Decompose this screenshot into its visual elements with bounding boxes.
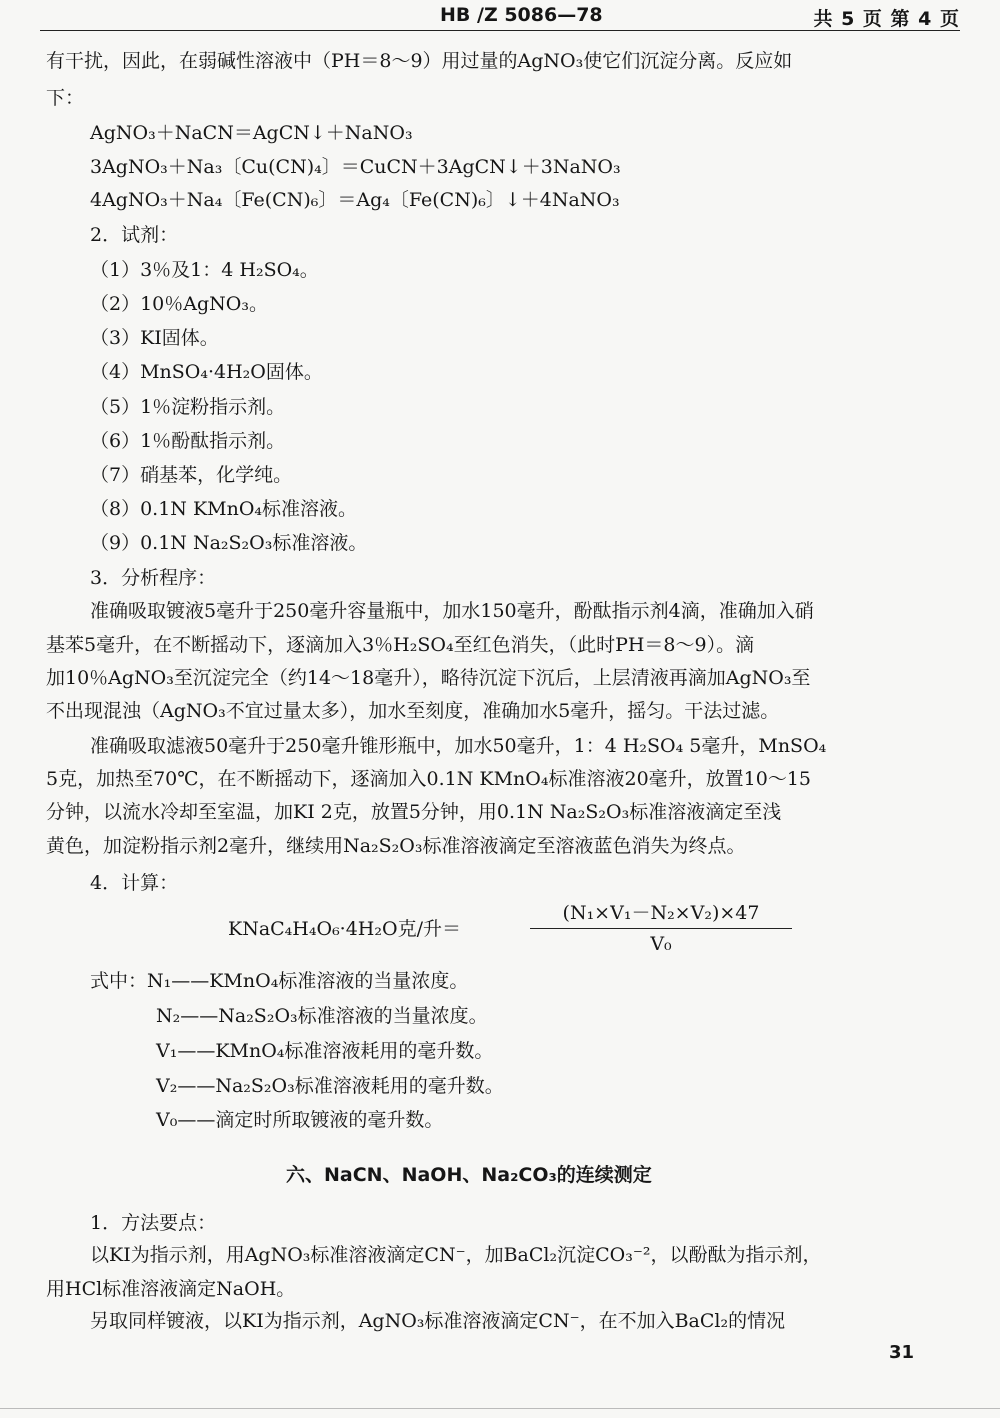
page-number: 31 bbox=[888, 1342, 914, 1363]
formula-numerator: (N₁×V₁－N₂×V₂)×47 bbox=[562, 902, 760, 924]
variable-definition: V₁——KMnO₄标准溶液耗用的毫升数。 bbox=[156, 1040, 494, 1062]
paragraph-line: 不出现混浊（AgNO₃不宜过量太多），加水至刻度，准确加水5毫升，摇匀。干法过滤。 bbox=[46, 700, 780, 722]
paragraph-line: 以KI为指示剂，用AgNO₃标准溶液滴定CN⁻，加BaCl₂沉淀CO₃⁻²，以酚酞为指示剂， bbox=[90, 1244, 822, 1266]
variable-definition: V₀——滴定时所取镀液的毫升数。 bbox=[156, 1109, 444, 1131]
paragraph-line: 5克，加热至70℃，在不断摇动下，逐滴加入0.1N KMnO₄标准溶液20毫升，放置10～15 bbox=[46, 768, 812, 790]
reagent-item: （9）0.1N Na₂S₂O₃标准溶液。 bbox=[90, 532, 368, 554]
equation-3: 4AgNO₃＋Na₄〔Fe(CN)₆〕＝Ag₄〔Fe(CN)₆〕↓＋4NaNO₃ bbox=[90, 189, 620, 211]
paragraph-line: 另取同样镀液，以KI为指示剂，AgNO₃标准溶液滴定CN⁻，在不加入BaCl₂的情况 bbox=[90, 1310, 786, 1332]
page-header bbox=[40, 4, 960, 30]
variable-definition: V₂——Na₂S₂O₃标准溶液耗用的毫升数。 bbox=[156, 1075, 504, 1097]
reagent-item: （1）3％及1：4 H₂SO₄。 bbox=[90, 259, 319, 281]
reagent-item: （5）1％淀粉指示剂。 bbox=[90, 396, 286, 418]
section-title: 六、NaCN、NaOH、Na₂CO₃的连续测定 bbox=[286, 1164, 652, 1186]
reagent-item: （3）KI固体。 bbox=[90, 327, 219, 349]
section-heading: 2．试剂： bbox=[90, 224, 179, 246]
reagent-item: （2）10％AgNO₃。 bbox=[90, 293, 268, 315]
reagent-item: （6）1％酚酞指示剂。 bbox=[90, 430, 286, 452]
equation-2: 3AgNO₃＋Na₃〔Cu(CN)₄〕＝CuCN＋3AgCN↓＋3NaNO₃ bbox=[90, 156, 621, 178]
page-bottom-edge bbox=[0, 1408, 1000, 1409]
variable-definition: 式中：N₁——KMnO₄标准溶液的当量浓度。 bbox=[90, 970, 469, 992]
text-line: 有干扰，因此，在弱碱性溶液中（PH＝8～9）用过量的AgNO₃使它们沉淀分离。反应如 bbox=[46, 50, 793, 72]
section-heading: 3．分析程序： bbox=[90, 567, 217, 589]
variable-definition: N₂——Na₂S₂O₃标准溶液的当量浓度。 bbox=[156, 1005, 488, 1027]
paragraph-line: 基苯5毫升，在不断摇动下，逐滴加入3％H₂SO₄至红色消失，（此时PH＝8～9）。滴 bbox=[46, 634, 755, 656]
standard-code: HB /Z 5086—78 bbox=[440, 4, 603, 26]
reagent-item: （7）硝基苯，化学纯。 bbox=[90, 464, 293, 486]
formula-fraction bbox=[530, 900, 792, 957]
header-rule bbox=[40, 30, 960, 31]
formula-denominator: V₀ bbox=[650, 933, 672, 955]
paragraph-line: 用HCl标准溶液滴定NaOH。 bbox=[46, 1278, 296, 1300]
paragraph-line: 准确吸取滤液50毫升于250毫升锥形瓶中，加水50毫升，1：4 H₂SO₄ 5毫升，MnSO₄ bbox=[90, 735, 827, 757]
paragraph-line: 黄色，加淀粉指示剂2毫升，继续用Na₂S₂O₃标准溶液滴定至溶液蓝色消失为终点。 bbox=[46, 835, 746, 857]
reagent-item: （8）0.1N KMnO₄标准溶液。 bbox=[90, 498, 358, 520]
paragraph-line: 分钟，以流水冷却至室温，加KI 2克，放置5分钟，用0.1N Na₂S₂O₃标准溶液滴定至浅 bbox=[46, 801, 782, 823]
equation-1: AgNO₃＋NaCN＝AgCN↓＋NaNO₃ bbox=[90, 122, 413, 144]
fraction-bar bbox=[530, 928, 792, 929]
section-heading: 1．方法要点： bbox=[90, 1212, 217, 1234]
reagent-item: （4）MnSO₄·4H₂O固体。 bbox=[90, 361, 323, 383]
formula-lhs: KNaC₄H₄O₆·4H₂O克/升＝ bbox=[228, 918, 461, 940]
page-count: 共 5 页 第 4 页 bbox=[813, 8, 960, 30]
section-heading: 4．计算： bbox=[90, 872, 179, 894]
paragraph-line: 准确吸取镀液5毫升于250毫升容量瓶中，加水150毫升，酚酞指示剂4滴，准确加入硝 bbox=[90, 600, 814, 622]
paragraph-line: 加10％AgNO₃至沉淀完全（约14～18毫升），略待沉淀下沉后，上层清液再滴加AgNO₃至 bbox=[46, 667, 811, 689]
text-line: 下： bbox=[46, 87, 85, 109]
